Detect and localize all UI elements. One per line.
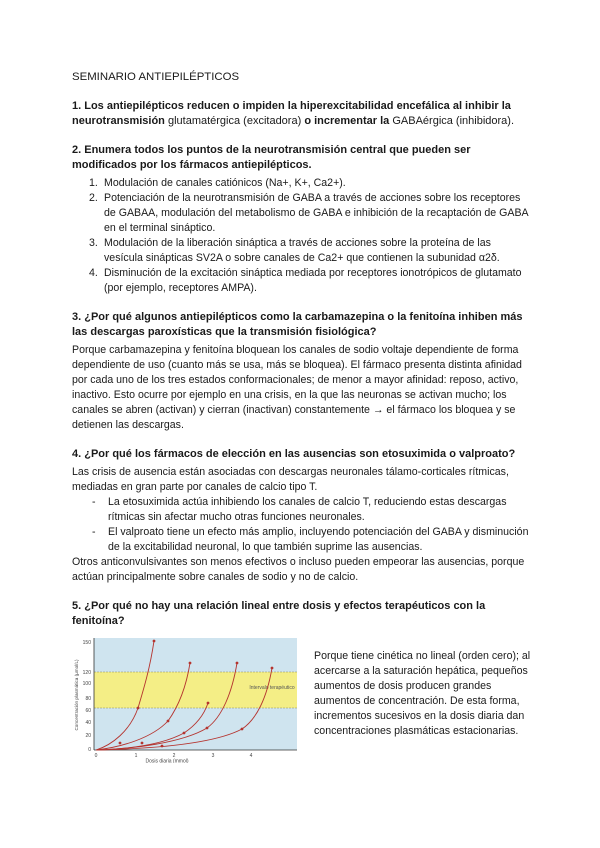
q1-normal-2: GABAérgica (inhibidora). — [389, 115, 515, 127]
curve-point — [119, 742, 122, 745]
list-item — [72, 236, 532, 266]
list-item — [72, 525, 532, 555]
list-item — [72, 191, 532, 236]
list-text: El valproato tiene un efecto más amplio, incluyendo potenciación del GABA y disminución de la excitabilidad neuronal, lo que también suprime las ausencias. — [108, 526, 529, 553]
question-2 — [72, 143, 532, 296]
list-text: Disminución de la excitación sináptica mediada por receptores ionotrópicos de glutamato (por ejemplo, receptores AMPA). — [104, 267, 522, 294]
x-axis-label: Dosis diaria (mmol) — [145, 758, 189, 763]
document-page — [72, 70, 532, 763]
curve-point — [141, 742, 144, 745]
question-4-bullets — [72, 495, 532, 555]
q1-normal-1: glutamatérgica (excitadora) — [164, 115, 305, 127]
curve-point — [153, 640, 156, 643]
y-tick-label: 80 — [85, 696, 91, 702]
list-number: 2. — [89, 192, 98, 204]
curve-point — [206, 727, 209, 730]
y-tick-label: 40 — [85, 720, 91, 726]
band-label: Intervalo terapéutico — [249, 685, 295, 691]
list-number: 4. — [89, 267, 98, 279]
x-tick-label: 2 — [172, 753, 176, 759]
list-text: Potenciación de la neurotransmisión de GABA a través de acciones sobre los receptores de GABAA, modulación del metabolismo de GABA e inhibición de la recaptación de GABA en el terminal sináptico. — [104, 192, 528, 234]
question-1-text — [72, 99, 532, 129]
document-title: SEMINARIO ANTIEPILÉPTICOS — [72, 71, 240, 83]
question-3-heading: 3. ¿Por qué algunos antiepilépticos como la carbamazepina o la fenitoína inhiben más las descargas paroxísticas que la transmisión fisiológica? — [72, 311, 523, 338]
list-number: 3. — [89, 237, 98, 249]
x-tick-label: 4 — [249, 753, 253, 759]
question-4 — [72, 447, 532, 585]
y-tick-label: 0 — [88, 747, 91, 753]
y-tick-label: 20 — [85, 733, 91, 739]
curve-point — [161, 745, 164, 748]
y-tick-label: 100 — [82, 681, 91, 687]
q1-bold-1: 1. Los antiepilépticos reducen o impiden la hiperexcitabilidad encefálica al inhibir la neurotransmisión — [72, 100, 511, 127]
dash-bullet: - — [92, 526, 96, 538]
curve-point — [189, 662, 192, 665]
question-2-heading: 2. Enumera todos los puntos de la neurotransmisión central que pueden ser modificados por los fármacos antiepilépticos. — [72, 144, 471, 171]
y-tick-label: 150 — [82, 640, 91, 646]
question-5 — [72, 599, 532, 763]
curve-point — [183, 732, 186, 735]
y-axis-label: Concentración plasmática (µmol/L) — [74, 659, 79, 731]
list-text: La etosuximida actúa inhibiendo los canales de calcio T, reduciendo estas descargas rítmicas sin afectar mucho otras funciones neuronales. — [108, 496, 507, 523]
question-4-outro: Otros anticonvulsivantes son menos efectivos o incluso pueden empeorar las ausencias, porque actúan principalmente sobre canales de sodio y no de calcio. — [72, 556, 525, 583]
x-tick-label: 1 — [134, 753, 138, 759]
curve-point — [207, 702, 210, 705]
curve-point — [236, 662, 239, 665]
list-text: Modulación de la liberación sináptica a través de acciones sobre la proteína de las vesícula sinápticas SV2A o sobre canales de Ca2+ que contienen la subunidad α2δ. — [104, 237, 500, 264]
curve-point — [167, 720, 170, 723]
y-tick-label: 60 — [85, 708, 91, 714]
question-3 — [72, 310, 532, 433]
curve-point — [137, 707, 140, 710]
list-number: 1. — [89, 177, 98, 189]
y-tick-label: 120 — [82, 670, 91, 676]
question-5-answer: Porque tiene cinética no lineal (orden cero); al acercarse a la saturación hepática, pequeños aumentos de dosis producen grandes aumentos de concentración. De esta forma, incrementos sucesivos en la dosis diaria dan concentraciones plasmáticas estacionarias. — [314, 650, 531, 737]
question-5-heading: 5. ¿Por qué no hay una relación lineal entre dosis y efectos terapéuticos con la fenitoína? — [72, 600, 486, 627]
x-tick-label: 3 — [211, 753, 215, 759]
question-2-list — [72, 176, 532, 296]
q1-bold-2: o incrementar la — [304, 115, 390, 127]
list-item — [72, 495, 532, 525]
dash-bullet: - — [92, 496, 96, 508]
figure-svg — [72, 633, 302, 763]
question-4-intro: Las crisis de ausencia están asociadas con descargas neuronales tálamo-corticales rítmicas, mediadas en gran parte por canales de calcio tipo T. — [72, 466, 509, 493]
phenytoin-dose-concentration-figure — [72, 633, 302, 763]
question-3-answer: Porque carbamazepina y fenitoína bloquean los canales de sodio voltaje dependiente de forma dependiente de uso (cuanto más se usa, más se bloquea). El fármaco presenta distinta afinidad por cada uno de los tres estados conformacionales; de menor a mayor afinidad: reposo, activo, inactivo. Esto ocurre por ejemplo en una crisis, en la que las neuronas se activan mucho; los canales se abren (activan) y cierran (inactivan) constantemente → el fármaco los bloquea y se detienen las descargas. — [72, 344, 522, 431]
list-item — [72, 266, 532, 296]
list-item — [72, 176, 532, 191]
curve-point — [271, 667, 274, 670]
question-5-content — [72, 633, 532, 763]
x-tick-label: 0 — [94, 753, 98, 759]
question-1 — [72, 99, 532, 129]
question-4-heading: 4. ¿Por qué los fármacos de elección en las ausencias son etosuximida o valproato? — [72, 448, 516, 460]
curve-point — [241, 728, 244, 731]
list-text: Modulación de canales catiónicos (Na+, K+, Ca2+). — [104, 177, 346, 189]
